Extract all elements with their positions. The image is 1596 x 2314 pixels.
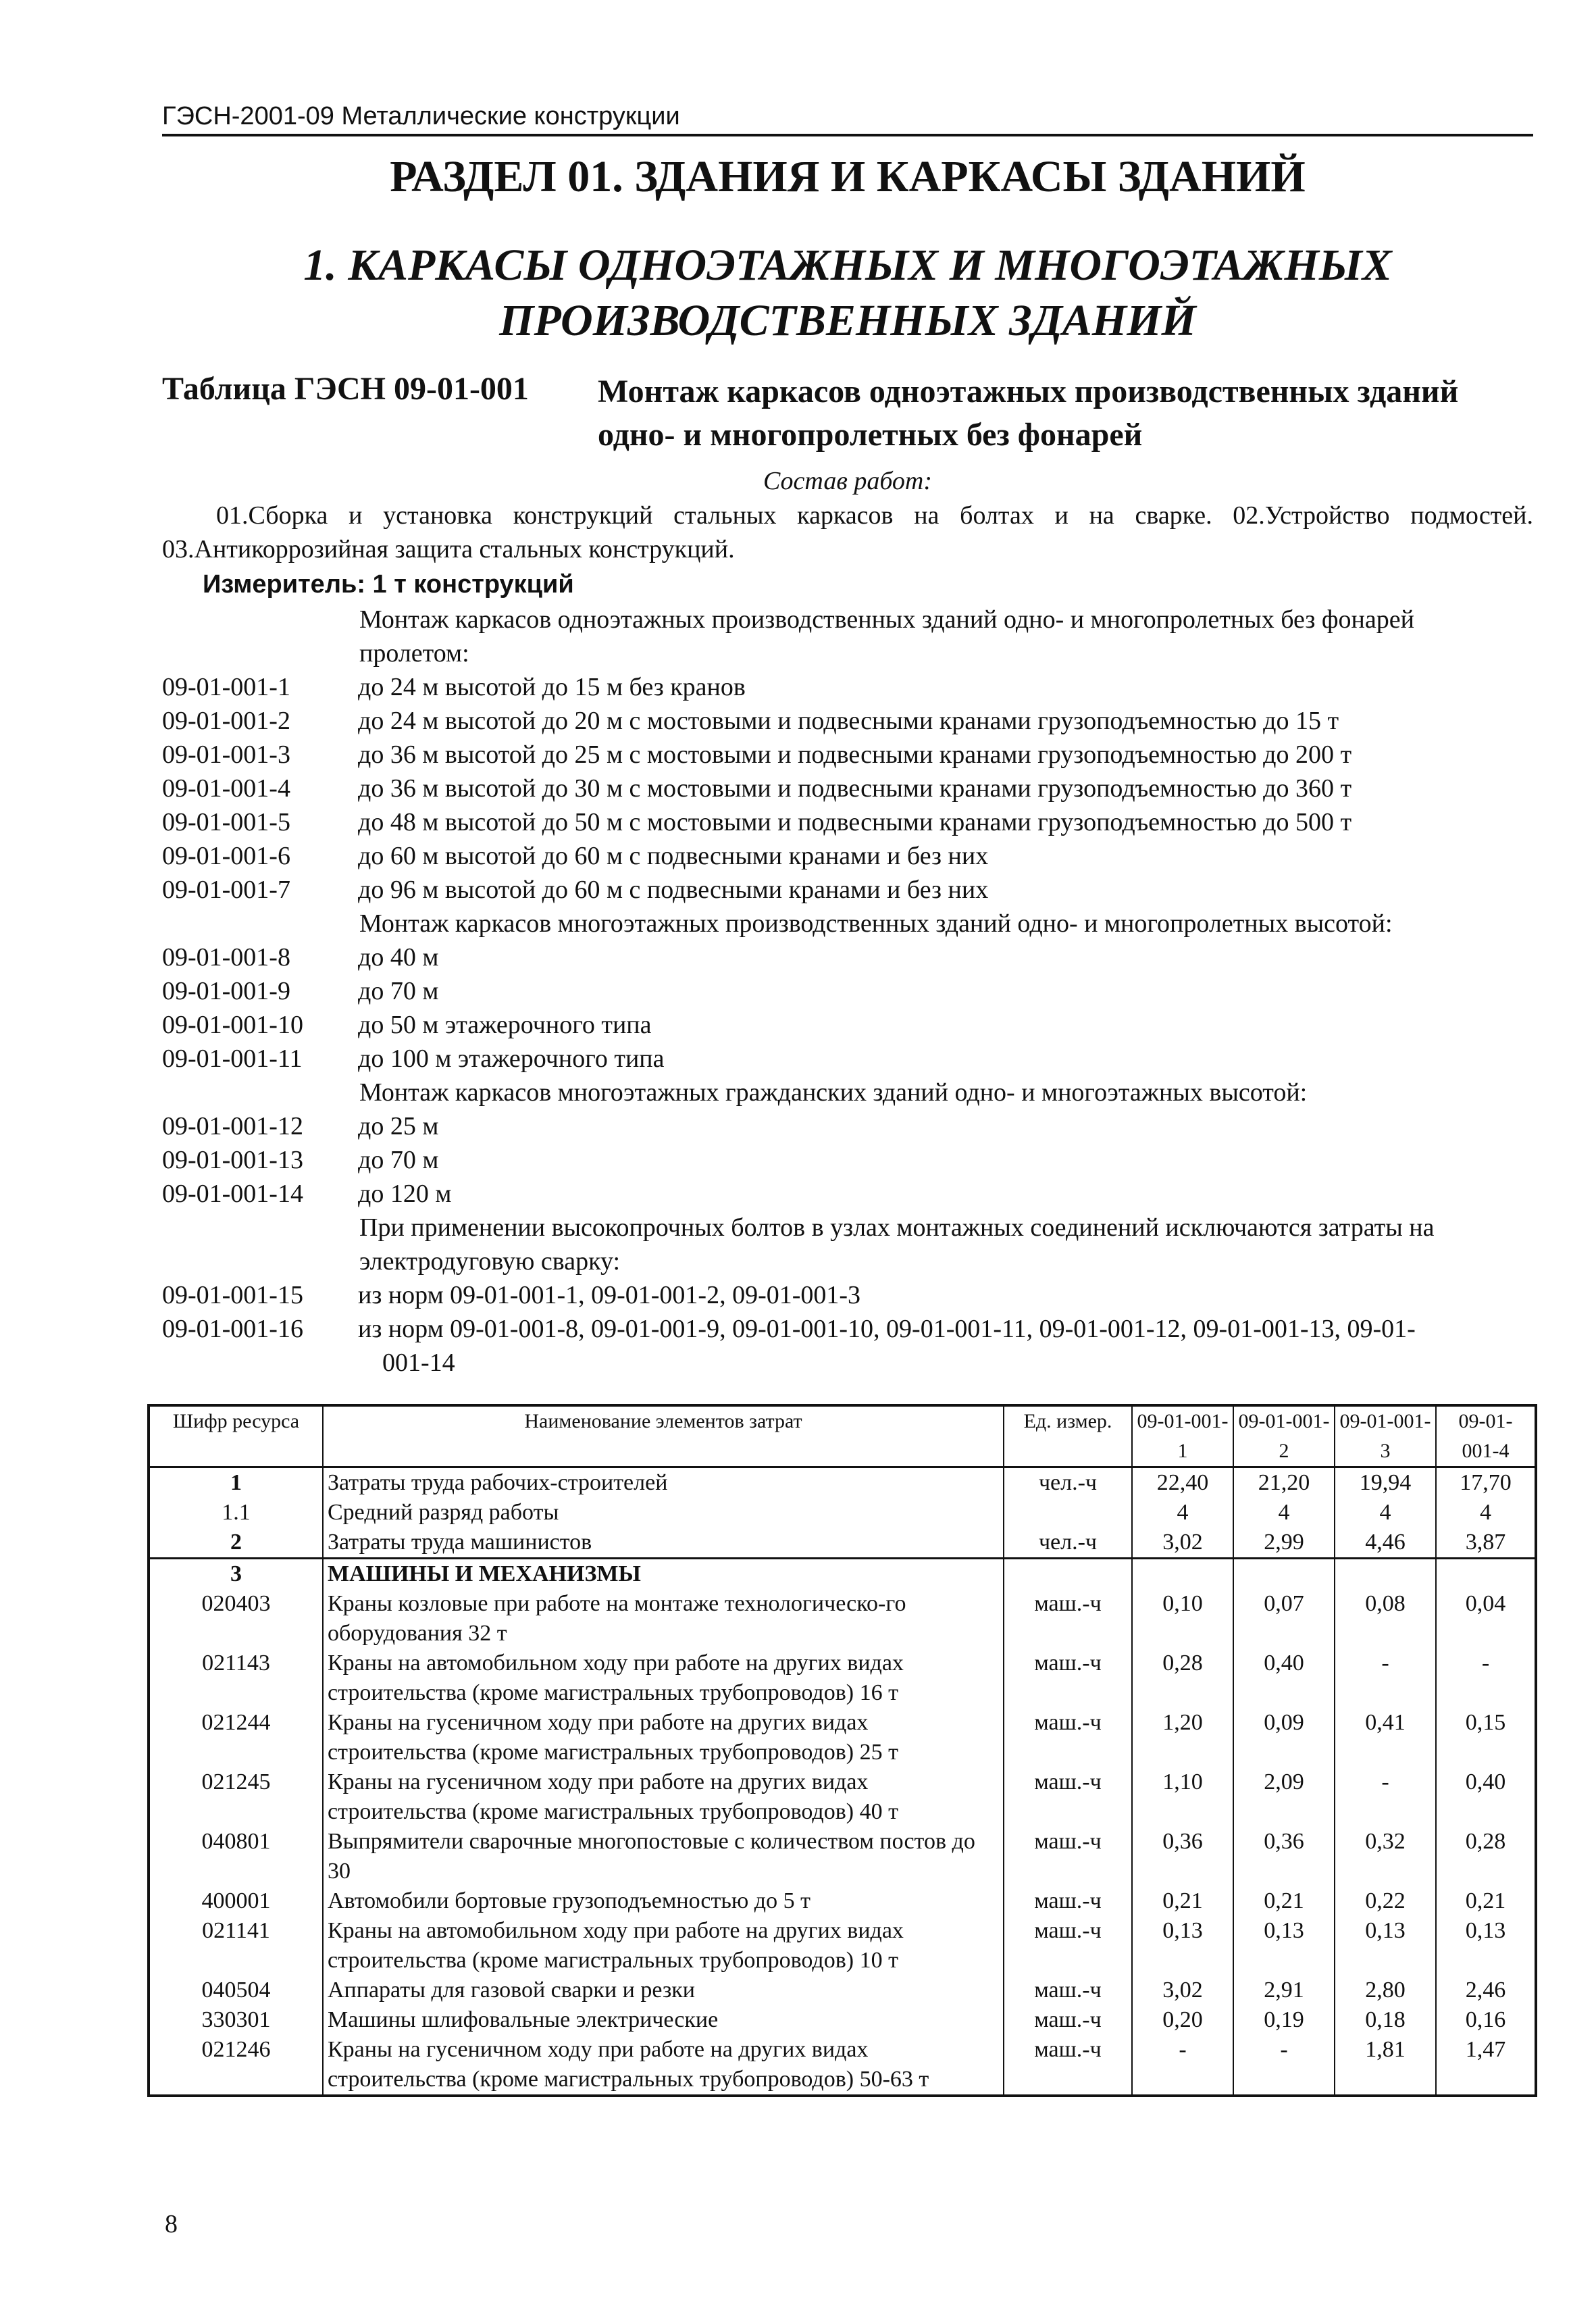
work-composition [162,499,1533,566]
table-row [149,1976,1536,2005]
cost-element-name: Машины шлифовальные электрические [323,2005,1004,2035]
cost-element-name: Краны на гусеничном ходу при работе на других видах строительства (кроме магистральных трубопроводов) 50-63 т [323,2035,1004,2096]
norms-list [162,603,1533,1380]
norm-text: до 40 м [358,943,439,972]
value-norm-1: 22,40 [1132,1467,1233,1499]
table-row [149,1528,1536,1559]
header-norm-3: 09-01-001-3 [1335,1405,1436,1467]
value-norm-2: 2,91 [1233,1976,1335,2005]
value-norm-3: 0,32 [1335,1827,1436,1886]
cost-element-name: Средний разряд работы [323,1498,1004,1528]
value-norm-1: - [1132,2035,1233,2096]
value-norm-3: - [1335,1649,1436,1708]
resource-table [147,1404,1537,2097]
unit-cell: маш.-ч [1004,1916,1132,1976]
value-norm-1: 3,02 [1132,1528,1233,1559]
table-row [149,1827,1536,1886]
table-name: Монтаж каркасов одноэтажных производственных зданий одно- и многопролетных без фонарей [598,374,1459,453]
table-header-row [149,1405,1536,1467]
cost-element-name: Краны на гусеничном ходу при работе на других видах строительства (кроме магистральных трубопроводов) 25 т [323,1708,1004,1767]
value-norm-1: 0,13 [1132,1916,1233,1976]
value-norm-4: 0,15 [1436,1708,1536,1767]
norm-row [162,940,1533,974]
value-norm-4: 0,28 [1436,1827,1536,1886]
value-norm-2: 0,19 [1233,2005,1335,2035]
norm-row [162,670,1533,704]
norm-text: до 120 м [358,1180,452,1208]
unit-cell [1004,1498,1132,1528]
norm-text: до 36 м высотой до 25 м с мостовыми и подвесными кранами грузоподъемностью до 200 т [358,740,1352,769]
value-norm-2: 0,21 [1233,1886,1335,1916]
value-norm-4: 1,47 [1436,2035,1536,2096]
value-norm-2: 0,09 [1233,1708,1335,1767]
table-row [149,2005,1536,2035]
unit-cell [1004,1559,1132,1590]
norm-text: до 60 м высотой до 60 м с подвесными кранами и без них [358,842,989,870]
norm-group-heading-cont: электродуговую сварку: [359,1247,621,1276]
value-norm-4: 2,46 [1436,1976,1536,2005]
norm-code: 09-01-001-12 [162,1112,303,1140]
norm-row [162,974,1533,1008]
norm-row [162,1312,1533,1346]
subsection-title-line-1: 1. КАРКАСЫ ОДНОЭТАЖНЫХ И МНОГОЭТАЖНЫХ [303,241,1392,290]
value-norm-4: - [1436,1649,1536,1708]
value-norm-4: 0,13 [1436,1916,1536,1976]
value-norm-3: 0,41 [1335,1708,1436,1767]
section-title: РАЗДЕЛ 01. ЗДАНИЯ И КАРКАСЫ ЗДАНИЙ [390,152,1306,201]
value-norm-2: 4 [1233,1498,1335,1528]
unit-cell: чел.-ч [1004,1467,1132,1499]
norm-text: до 50 м этажерочного типа [358,1011,652,1039]
resource-code: 021246 [149,2035,323,2096]
norm-row [162,772,1533,805]
work-composition-text: 01.Сборка и установка конструкций стальных каркасов на болтах и на сварке. 02.Устройство подмостей. 03.Антикоррозийная защита стальных конструкций. [162,501,1533,563]
norm-code: 09-01-001-5 [162,808,290,836]
resource-code: 021244 [149,1708,323,1767]
unit-cell: чел.-ч [1004,1528,1132,1559]
header-norm-4: 09-01-001-4 [1436,1405,1536,1467]
resource-code: 040504 [149,1976,323,2005]
unit-cell: маш.-ч [1004,2005,1132,2035]
cost-element-name: Затраты труда рабочих-строителей [323,1467,1004,1499]
norm-text: из норм 09-01-001-1, 09-01-001-2, 09-01-001-3 [358,1281,861,1309]
norm-code: 09-01-001-16 [162,1315,303,1343]
cost-element-name: Краны козловые при работе на монтаже технологическо-го оборудования 32 т [323,1589,1004,1649]
resource-code: 2 [149,1528,323,1559]
value-norm-1: 0,21 [1132,1886,1233,1916]
value-norm-3: 0,13 [1335,1916,1436,1976]
norm-row [162,704,1533,738]
norm-code: 09-01-001-10 [162,1011,303,1039]
value-norm-3: - [1335,1767,1436,1827]
value-norm-1: 3,02 [1132,1976,1233,2005]
norm-group-heading: При применении высокопрочных болтов в узлах монтажных соединений исключаются затраты на [359,1213,1435,1242]
header-resource-code: Шифр ресурса [149,1405,323,1467]
value-norm-4: 3,87 [1436,1528,1536,1559]
norm-text-cont: 001-14 [382,1349,455,1377]
table-row [149,1708,1536,1767]
norm-code: 09-01-001-14 [162,1180,303,1208]
value-norm-1: 0,20 [1132,2005,1233,2035]
norm-text: до 100 м этажерочного типа [358,1045,665,1073]
table-row [149,1589,1536,1649]
value-norm-3: 0,22 [1335,1886,1436,1916]
table-id: Таблица ГЭСН 09-01-001 [162,371,529,407]
running-head: ГЭСН-2001-09 Металлические конструкции [162,101,1533,136]
value-norm-2 [1233,1559,1335,1590]
value-norm-1: 0,28 [1132,1649,1233,1708]
unit-cell: маш.-ч [1004,1649,1132,1708]
norm-text: до 48 м высотой до 50 м с мостовыми и подвесными кранами грузоподъемностью до 500 т [358,808,1352,836]
cost-element-name: Автомобили бортовые грузоподъемностью до 5 т [323,1886,1004,1916]
norm-row [162,738,1533,772]
norm-group-heading: Монтаж каркасов многоэтажных гражданских зданий одно- и многоэтажных высотой: [359,1078,1308,1107]
value-norm-3: 4,46 [1335,1528,1436,1559]
value-norm-4: 0,21 [1436,1886,1536,1916]
value-norm-2: 2,09 [1233,1767,1335,1827]
norm-row [162,1177,1533,1211]
header-cost-element: Наименование элементов затрат [323,1405,1004,1467]
norm-group-heading: Монтаж каркасов многоэтажных производственных зданий одно- и многопролетных высотой: [359,909,1393,938]
unit-cell: маш.-ч [1004,1767,1132,1827]
value-norm-2: 0,07 [1233,1589,1335,1649]
table-row [149,2035,1536,2096]
norm-code: 09-01-001-15 [162,1281,303,1309]
composition-label: Состав работ: [763,467,933,495]
norm-row [162,873,1533,907]
header-norm-1: 09-01-001-1 [1132,1405,1233,1467]
norm-text: до 25 м [358,1112,439,1140]
value-norm-2: - [1233,2035,1335,2096]
norm-row [162,1143,1533,1177]
table-row [149,1767,1536,1827]
resource-code: 040801 [149,1827,323,1886]
value-norm-2: 21,20 [1233,1467,1335,1499]
norm-group-heading-cont: пролетом: [359,639,469,668]
norm-code: 09-01-001-8 [162,943,290,972]
cost-element-name: Краны на гусеничном ходу при работе на других видах строительства (кроме магистральных трубопроводов) 40 т [323,1767,1004,1827]
norm-code: 09-01-001-2 [162,707,290,735]
cost-element-name: Затраты труда машинистов [323,1528,1004,1559]
norm-code: 09-01-001-4 [162,774,290,803]
resource-code: 330301 [149,2005,323,2035]
resource-code: 021245 [149,1767,323,1827]
value-norm-3: 0,08 [1335,1589,1436,1649]
norm-text: до 24 м высотой до 20 м с мостовыми и подвесными кранами грузоподъемностью до 15 т [358,707,1339,735]
norm-row [162,805,1533,839]
cost-element-name: Выпрямители сварочные многопостовые с количеством постов до 30 [323,1827,1004,1886]
resource-code: 1 [149,1467,323,1499]
resource-code: 020403 [149,1589,323,1649]
value-norm-4: 17,70 [1436,1467,1536,1499]
value-norm-2: 2,99 [1233,1528,1335,1559]
norm-row [162,839,1533,873]
table-row [149,1559,1536,1590]
norm-text: до 70 м [358,1146,439,1174]
norm-row [162,1042,1533,1076]
cost-element-name: Краны на автомобильном ходу при работе на других видах строительства (кроме магистральных трубопроводов) 10 т [323,1916,1004,1976]
unit-cell: маш.-ч [1004,1589,1132,1649]
resource-code: 1.1 [149,1498,323,1528]
norm-code: 09-01-001-9 [162,977,290,1005]
norm-code: 09-01-001-1 [162,673,290,701]
table-row [149,1498,1536,1528]
value-norm-3: 2,80 [1335,1976,1436,2005]
page-number: 8 [165,2210,178,2238]
cost-element-name: МАШИНЫ И МЕХАНИЗМЫ [323,1559,1004,1590]
meter: Измеритель: 1 т конструкций [203,570,574,599]
resource-code: 3 [149,1559,323,1590]
value-norm-3 [1335,1559,1436,1590]
resource-code: 021143 [149,1649,323,1708]
value-norm-1: 0,10 [1132,1589,1233,1649]
value-norm-1: 0,36 [1132,1827,1233,1886]
value-norm-2: 0,40 [1233,1649,1335,1708]
norm-group-heading: Монтаж каркасов одноэтажных производственных зданий одно- и многопролетных без фонарей [359,605,1414,634]
value-norm-1: 4 [1132,1498,1233,1528]
value-norm-3: 0,18 [1335,2005,1436,2035]
table-row [149,1467,1536,1499]
value-norm-4: 0,16 [1436,2005,1536,2035]
unit-cell: маш.-ч [1004,1827,1132,1886]
value-norm-4 [1436,1559,1536,1590]
cost-element-name: Аппараты для газовой сварки и резки [323,1976,1004,2005]
norm-row [162,1109,1533,1143]
value-norm-3: 4 [1335,1498,1436,1528]
unit-cell: маш.-ч [1004,1886,1132,1916]
header-unit: Ед. измер. [1004,1405,1132,1467]
value-norm-2: 0,13 [1233,1916,1335,1976]
table-row [149,1649,1536,1708]
table-row [149,1886,1536,1916]
value-norm-4: 0,40 [1436,1767,1536,1827]
header-norm-2: 09-01-001-2 [1233,1405,1335,1467]
resource-code: 021141 [149,1916,323,1976]
norm-text: до 96 м высотой до 60 м с подвесными кранами и без них [358,876,989,904]
norm-row [162,1008,1533,1042]
value-norm-1: 1,20 [1132,1708,1233,1767]
unit-cell: маш.-ч [1004,1976,1132,2005]
norm-code: 09-01-001-3 [162,740,290,769]
unit-cell: маш.-ч [1004,2035,1132,2096]
norm-code: 09-01-001-11 [162,1045,303,1073]
norm-code: 09-01-001-6 [162,842,290,870]
value-norm-1: 1,10 [1132,1767,1233,1827]
value-norm-2: 0,36 [1233,1827,1335,1886]
value-norm-1 [1132,1559,1233,1590]
value-norm-4: 0,04 [1436,1589,1536,1649]
norm-row [162,1278,1533,1312]
cost-element-name: Краны на автомобильном ходу при работе на других видах строительства (кроме магистральных трубопроводов) 16 т [323,1649,1004,1708]
value-norm-3: 1,81 [1335,2035,1436,2096]
subsection-title-line-2: ПРОИЗВОДСТВЕННЫХ ЗДАНИЙ [499,296,1196,345]
table-row [149,1916,1536,1976]
norm-text: до 70 м [358,977,439,1005]
value-norm-3: 19,94 [1335,1467,1436,1499]
value-norm-4: 4 [1436,1498,1536,1528]
norm-text: из норм 09-01-001-8, 09-01-001-9, 09-01-001-10, 09-01-001-11, 09-01-001-12, 09-01-001-13, 09-01- [358,1315,1416,1343]
unit-cell: маш.-ч [1004,1708,1132,1767]
norm-text: до 36 м высотой до 30 м с мостовыми и подвесными кранами грузоподъемностью до 360 т [358,774,1352,803]
norm-code: 09-01-001-13 [162,1146,303,1174]
norm-code: 09-01-001-7 [162,876,290,904]
resource-code: 400001 [149,1886,323,1916]
norm-text: до 24 м высотой до 15 м без кранов [358,673,746,701]
subsection-title [162,238,1533,349]
table-body [149,1467,1536,2096]
